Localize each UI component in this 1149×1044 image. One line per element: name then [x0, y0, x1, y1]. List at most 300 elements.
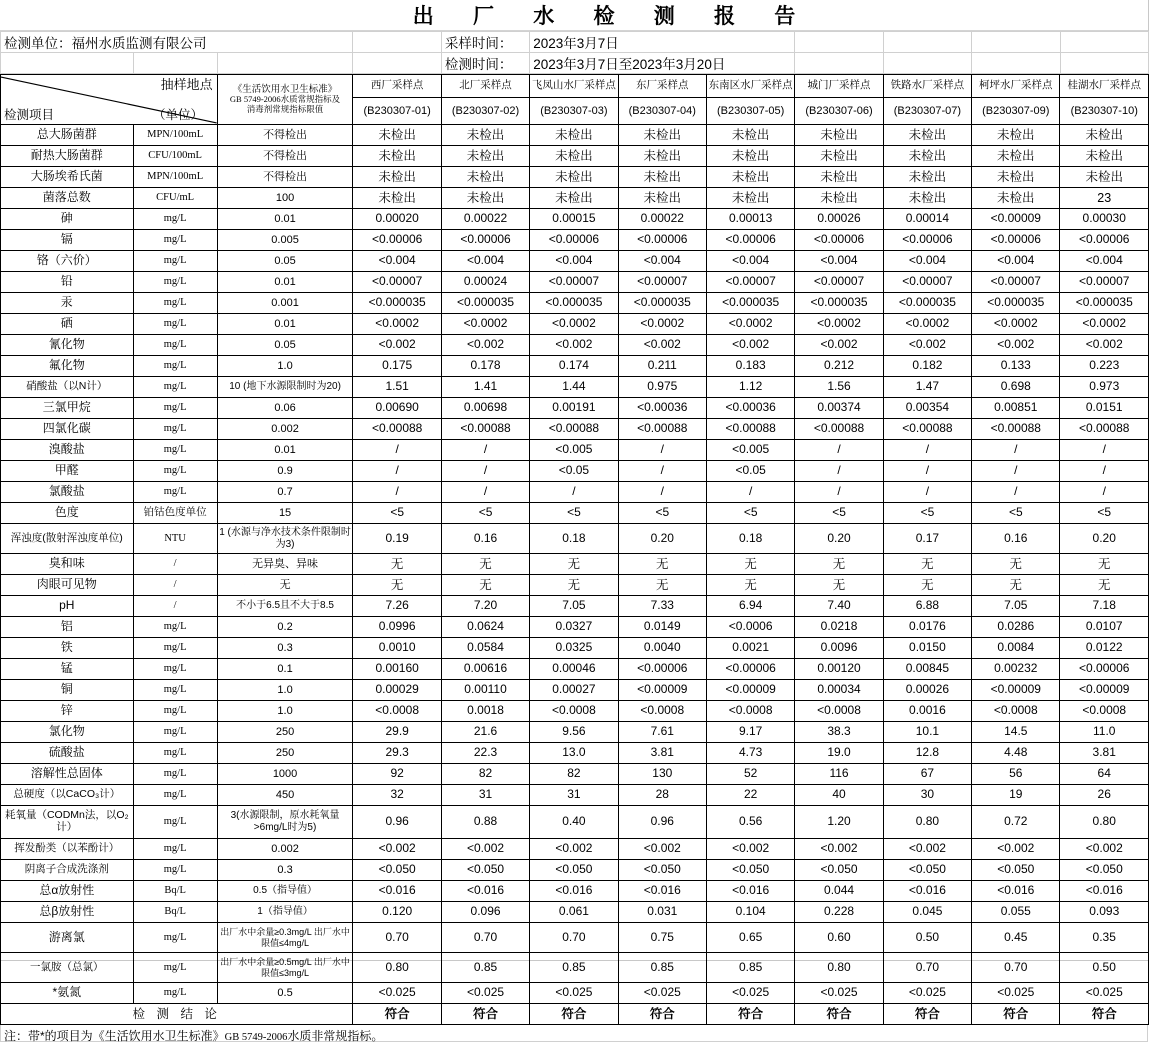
measurement-value: <0.002 — [441, 335, 529, 356]
measurement-value: / — [353, 482, 441, 503]
measurement-value: 未检出 — [441, 146, 529, 167]
measurement-value: 0.00120 — [795, 659, 883, 680]
measurement-value: <0.002 — [1060, 335, 1149, 356]
measurement-value: 0.0176 — [883, 617, 971, 638]
measurement-value: 未检出 — [530, 146, 618, 167]
standard-limit: 0.3 — [217, 860, 353, 881]
measurement-value: 7.18 — [1060, 596, 1149, 617]
standard-limit: 0.7 — [217, 482, 353, 503]
measurement-value: 0.60 — [795, 923, 883, 953]
measurement-value: 9.17 — [706, 722, 794, 743]
conclusion-2: 符合 — [530, 1004, 618, 1025]
item-unit: mg/L — [133, 983, 217, 1004]
measurement-value: 未检出 — [441, 167, 529, 188]
table-row — [1, 230, 1149, 251]
measurement-value: <0.016 — [1060, 881, 1149, 902]
measurement-value: <0.0002 — [883, 314, 971, 335]
water-quality-table — [0, 74, 1149, 1025]
standard-limit: 0.9 — [217, 461, 353, 482]
item-unit: mg/L — [133, 398, 217, 419]
measurement-value: <0.00088 — [618, 419, 706, 440]
measurement-value: <0.00006 — [618, 230, 706, 251]
measurement-value: 未检出 — [795, 146, 883, 167]
site-code-8: (B230307-10) — [1060, 98, 1149, 125]
measurement-value: 0.18 — [530, 524, 618, 554]
measurement-value: / — [353, 440, 441, 461]
measurement-value: <0.000035 — [618, 293, 706, 314]
measurement-value: <0.0008 — [706, 701, 794, 722]
measurement-value: 0.061 — [530, 902, 618, 923]
table-row — [1, 839, 1149, 860]
site-code-1: (B230307-02) — [441, 98, 529, 125]
standard-limit: 0.005 — [217, 230, 353, 251]
measurement-value: <0.016 — [441, 881, 529, 902]
item-unit: mg/L — [133, 839, 217, 860]
table-row — [1, 902, 1149, 923]
measurement-value: <0.050 — [618, 860, 706, 881]
measurement-value: 0.00374 — [795, 398, 883, 419]
measurement-value: 7.33 — [618, 596, 706, 617]
measurement-value: <0.00006 — [706, 659, 794, 680]
measurement-value: 0.0040 — [618, 638, 706, 659]
measurement-value: 0.00024 — [441, 272, 529, 293]
measurement-value: / — [1060, 440, 1149, 461]
measurement-value: 0.00845 — [883, 659, 971, 680]
measurement-value: 0.80 — [795, 953, 883, 983]
measurement-value: 0.0149 — [618, 617, 706, 638]
table-row — [1, 983, 1149, 1004]
table-row — [1, 251, 1149, 272]
measurement-value: 0.0218 — [795, 617, 883, 638]
conclusion-8: 符合 — [1060, 1004, 1149, 1025]
measurement-value: <0.00007 — [706, 272, 794, 293]
measurement-value: 0.00354 — [883, 398, 971, 419]
site-code-7: (B230307-09) — [972, 98, 1060, 125]
measurement-value: 29.3 — [353, 743, 441, 764]
standard-header-line3: 消毒剂常规指标限值 — [246, 103, 324, 114]
measurement-value: <0.00006 — [618, 659, 706, 680]
item-unit: mg/L — [133, 923, 217, 953]
measurement-value: 0.0327 — [530, 617, 618, 638]
measurement-value: 0.175 — [353, 356, 441, 377]
measurement-value: 0.228 — [795, 902, 883, 923]
measurement-value: <0.00007 — [353, 272, 441, 293]
measurement-value: <0.050 — [706, 860, 794, 881]
info-spacer-k — [883, 53, 971, 74]
conclusion-3: 符合 — [618, 1004, 706, 1025]
standard-limit: 0.002 — [217, 419, 353, 440]
info-spacer-j — [795, 53, 883, 74]
measurement-value: <0.0008 — [1060, 701, 1149, 722]
measurement-value: <0.002 — [706, 839, 794, 860]
item-name: 四氯化碳 — [1, 419, 134, 440]
measurement-value: <0.004 — [1060, 251, 1149, 272]
site-name-2: 飞凤山水厂采样点 — [530, 75, 618, 98]
table-row — [1, 293, 1149, 314]
table-row — [1, 482, 1149, 503]
measurement-value: <0.002 — [618, 335, 706, 356]
measurement-value: / — [353, 461, 441, 482]
measurement-value: <0.002 — [353, 839, 441, 860]
measurement-value: 7.05 — [972, 596, 1060, 617]
measurement-value: <0.00006 — [795, 230, 883, 251]
standard-limit: 15 — [217, 503, 353, 524]
measurement-value: <5 — [353, 503, 441, 524]
item-unit: mg/L — [133, 272, 217, 293]
item-unit: 铂钴色度单位 — [133, 503, 217, 524]
measurement-value: <0.050 — [530, 860, 618, 881]
footnote-suffix: 水质非常规指标。 — [287, 1029, 384, 1043]
item-unit: mg/L — [133, 806, 217, 839]
measurement-value: <0.00088 — [353, 419, 441, 440]
measurement-value: 1.20 — [795, 806, 883, 839]
standard-limit: 0.3 — [217, 638, 353, 659]
item-name: 硝酸盐（以N计） — [1, 377, 134, 398]
item-unit: MPN/100mL — [133, 125, 217, 146]
measurement-value: 0.0150 — [883, 638, 971, 659]
item-name: 氟化物 — [1, 356, 134, 377]
measurement-value: <0.002 — [530, 335, 618, 356]
measurement-value: 0.85 — [618, 953, 706, 983]
measurement-value: <0.00006 — [1060, 230, 1149, 251]
measurement-value: 0.20 — [1060, 524, 1149, 554]
measurement-value: <0.00009 — [1060, 680, 1149, 701]
measurement-value: <0.016 — [530, 881, 618, 902]
item-name: 肉眼可见物 — [1, 575, 134, 596]
measurement-value: <5 — [795, 503, 883, 524]
measurement-value: 无 — [530, 575, 618, 596]
item-unit: Bq/L — [133, 902, 217, 923]
item-name: 氰化物 — [1, 335, 134, 356]
item-unit: Bq/L — [133, 881, 217, 902]
item-unit: mg/L — [133, 953, 217, 983]
item-name: 一氯胺（总氯） — [1, 953, 134, 983]
measurement-value: <0.002 — [795, 335, 883, 356]
measurement-value: 未检出 — [1060, 167, 1149, 188]
table-header-row-1 — [1, 75, 1149, 98]
item-name: 挥发酚类（以苯酚计） — [1, 839, 134, 860]
measurement-value: <0.0008 — [795, 701, 883, 722]
table-row — [1, 860, 1149, 881]
table-row — [1, 440, 1149, 461]
measurement-value: <0.025 — [883, 983, 971, 1004]
measurement-value: <0.002 — [706, 335, 794, 356]
measurement-value: 无 — [972, 575, 1060, 596]
measurement-value: 无 — [795, 554, 883, 575]
measurement-value: <0.0008 — [530, 701, 618, 722]
item-name: 铬（六价） — [1, 251, 134, 272]
standard-header-line2: GB 5749-2006水质常规指标及 — [229, 94, 341, 105]
measurement-value: <0.002 — [883, 335, 971, 356]
measurement-value: 0.223 — [1060, 356, 1149, 377]
measurement-value: / — [706, 482, 794, 503]
measurement-value: <5 — [1060, 503, 1149, 524]
measurement-value: 0.178 — [441, 356, 529, 377]
measurement-value: <0.00007 — [972, 272, 1060, 293]
site-code-2: (B230307-03) — [530, 98, 618, 125]
table-row — [1, 272, 1149, 293]
measurement-value: 64 — [1060, 764, 1149, 785]
measurement-value: 26 — [1060, 785, 1149, 806]
site-name-5: 城门厂采样点 — [795, 75, 883, 98]
measurement-value: / — [795, 440, 883, 461]
item-name: 甲醛 — [1, 461, 134, 482]
measurement-value: 0.00026 — [883, 680, 971, 701]
measurement-value: 0.212 — [795, 356, 883, 377]
measurement-value: <0.0008 — [972, 701, 1060, 722]
item-name: 锰 — [1, 659, 134, 680]
measurement-value: 0.85 — [441, 953, 529, 983]
measurement-value: 未检出 — [353, 146, 441, 167]
item-unit: mg/L — [133, 377, 217, 398]
measurement-value: <0.025 — [1060, 983, 1149, 1004]
measurement-value: <0.050 — [795, 860, 883, 881]
measurement-value: <0.00088 — [530, 419, 618, 440]
measurement-value: 0.70 — [972, 953, 1060, 983]
table-row — [1, 554, 1149, 575]
item-name: 镉 — [1, 230, 134, 251]
table-row — [1, 188, 1149, 209]
measurement-value: 无 — [353, 554, 441, 575]
item-unit: mg/L — [133, 482, 217, 503]
item-name: 硫酸盐 — [1, 743, 134, 764]
item-unit: mg/L — [133, 680, 217, 701]
measurement-value: <0.050 — [972, 860, 1060, 881]
measurement-value: <0.000035 — [883, 293, 971, 314]
measurement-value: 未检出 — [530, 188, 618, 209]
measurement-value: 未检出 — [1060, 146, 1149, 167]
site-code-6: (B230307-07) — [883, 98, 971, 125]
standard-limit: 不得检出 — [217, 125, 353, 146]
measurement-value: <0.004 — [706, 251, 794, 272]
measurement-value: 未检出 — [441, 188, 529, 209]
info-spacer-g — [133, 53, 217, 74]
measurement-value: 0.0151 — [1060, 398, 1149, 419]
standard-limit: 出厂水中余量≥0.5mg/L 出厂水中限值≤3mg/L — [217, 953, 353, 983]
site-code-5: (B230307-06) — [795, 98, 883, 125]
measurement-value: 未检出 — [530, 167, 618, 188]
measurement-value: 未检出 — [353, 125, 441, 146]
item-unit: / — [133, 596, 217, 617]
item-name: 三氯甲烷 — [1, 398, 134, 419]
measurement-value: 4.48 — [972, 743, 1060, 764]
measurement-value: 0.0584 — [441, 638, 529, 659]
info-row-sampling — [1, 32, 1149, 53]
measurement-value: <0.004 — [618, 251, 706, 272]
measurement-value: <0.05 — [530, 461, 618, 482]
measurement-value: 0.70 — [530, 923, 618, 953]
measurement-value: <0.00009 — [972, 209, 1060, 230]
measurement-value: 未检出 — [618, 167, 706, 188]
table-row — [1, 680, 1149, 701]
measurement-value: <0.016 — [706, 881, 794, 902]
standard-limit: 0.01 — [217, 272, 353, 293]
table-row — [1, 125, 1149, 146]
measurement-value: <0.00006 — [972, 230, 1060, 251]
measurement-value: 0.20 — [618, 524, 706, 554]
info-spacer-b — [795, 32, 883, 53]
measurement-value: 0.00026 — [795, 209, 883, 230]
measurement-value: 7.05 — [530, 596, 618, 617]
standard-limit: 0.06 — [217, 398, 353, 419]
measurement-value: <0.00006 — [706, 230, 794, 251]
measurement-value: 14.5 — [972, 722, 1060, 743]
measurement-value: 0.50 — [1060, 953, 1149, 983]
measurement-value: 0.00015 — [530, 209, 618, 230]
measurement-value: 未检出 — [353, 188, 441, 209]
measurement-value: 0.182 — [883, 356, 971, 377]
measurement-value: 无 — [883, 554, 971, 575]
table-row — [1, 461, 1149, 482]
measurement-value: <0.002 — [353, 335, 441, 356]
measurement-value: 0.698 — [972, 377, 1060, 398]
measurement-value: 未检出 — [883, 146, 971, 167]
measurement-value: <0.0008 — [353, 701, 441, 722]
standard-limit: 0.01 — [217, 314, 353, 335]
standard-limit: 0.01 — [217, 440, 353, 461]
info-table — [0, 31, 1149, 74]
standard-limit: 0.5 — [217, 983, 353, 1004]
item-name: 臭和味 — [1, 554, 134, 575]
measurement-value: 0.80 — [353, 953, 441, 983]
measurement-value: 0.00013 — [706, 209, 794, 230]
measurement-value: <0.00088 — [706, 419, 794, 440]
measurement-value: 未检出 — [706, 188, 794, 209]
measurement-value: <0.00007 — [795, 272, 883, 293]
site-code-0: (B230307-01) — [353, 98, 441, 125]
item-name: 游离氯 — [1, 923, 134, 953]
standard-limit: 3(水源限制，原水耗氧量>6mg/L时为5) — [217, 806, 353, 839]
measurement-value: 4.73 — [706, 743, 794, 764]
table-row — [1, 575, 1149, 596]
measurement-value: 0.0107 — [1060, 617, 1149, 638]
measurement-value: 0.133 — [972, 356, 1060, 377]
measurement-value: <0.00007 — [530, 272, 618, 293]
table-row — [1, 377, 1149, 398]
measurement-value: 19.0 — [795, 743, 883, 764]
item-name: pH — [1, 596, 134, 617]
measurement-value: 7.40 — [795, 596, 883, 617]
item-unit: mg/L — [133, 335, 217, 356]
item-unit: mg/L — [133, 356, 217, 377]
measurement-value: <0.00006 — [353, 230, 441, 251]
table-row — [1, 953, 1149, 983]
item-name: 铁 — [1, 638, 134, 659]
measurement-value: 0.00020 — [353, 209, 441, 230]
conclusion-0: 符合 — [353, 1004, 441, 1025]
measurement-value: 未检出 — [795, 167, 883, 188]
measurement-value: 0.055 — [972, 902, 1060, 923]
measurement-value: 0.88 — [441, 806, 529, 839]
measurement-value: / — [441, 461, 529, 482]
measurement-value: 未检出 — [530, 125, 618, 146]
measurement-value: <0.016 — [883, 881, 971, 902]
measurement-value: <0.004 — [441, 251, 529, 272]
measurement-value: 无 — [618, 554, 706, 575]
item-name: 总硬度（以CaCO₃计） — [1, 785, 134, 806]
conclusion-7: 符合 — [972, 1004, 1060, 1025]
site-name-1: 北厂采样点 — [441, 75, 529, 98]
measurement-value: 0.70 — [441, 923, 529, 953]
measurement-value: 0.96 — [618, 806, 706, 839]
measurement-value: 0.0122 — [1060, 638, 1149, 659]
site-code-4: (B230307-05) — [706, 98, 794, 125]
item-name: 溶解性总固体 — [1, 764, 134, 785]
info-spacer-a — [353, 32, 441, 53]
standard-limit: 1（指导值） — [217, 902, 353, 923]
measurement-value: <0.0002 — [706, 314, 794, 335]
item-unit: CFU/100mL — [133, 146, 217, 167]
measurement-value: 6.94 — [706, 596, 794, 617]
standard-limit: 不得检出 — [217, 146, 353, 167]
measurement-value: <0.002 — [883, 839, 971, 860]
measurement-value: 未检出 — [706, 125, 794, 146]
measurement-value: 未检出 — [706, 146, 794, 167]
measurement-value: 0.0084 — [972, 638, 1060, 659]
standard-limit: 1 (水源与净水技术条件限制时为3) — [217, 524, 353, 554]
measurement-value: <0.00006 — [1060, 659, 1149, 680]
measurement-value: 0.00034 — [795, 680, 883, 701]
item-unit: MPN/100mL — [133, 167, 217, 188]
measurement-value: 0.00160 — [353, 659, 441, 680]
footnote-gb-code: GB 5749-2006 — [224, 1032, 288, 1043]
measurement-value: <0.0002 — [353, 314, 441, 335]
measurement-value: 1.51 — [353, 377, 441, 398]
measurement-value: 38.3 — [795, 722, 883, 743]
measurement-value: / — [1060, 461, 1149, 482]
sampling-location-header: 抽样地点 — [160, 77, 213, 92]
measurement-value: 0.00014 — [883, 209, 971, 230]
table-row — [1, 923, 1149, 953]
table-row — [1, 764, 1149, 785]
header-corner-cell — [1, 75, 218, 125]
item-name: 色度 — [1, 503, 134, 524]
table-row — [1, 356, 1149, 377]
measurement-value: 56 — [972, 764, 1060, 785]
measurement-value: 0.174 — [530, 356, 618, 377]
measurement-value: 32 — [353, 785, 441, 806]
measurement-value: 0.0018 — [441, 701, 529, 722]
measurement-value: 0.00616 — [441, 659, 529, 680]
table-row — [1, 419, 1149, 440]
measurement-value: <0.0002 — [618, 314, 706, 335]
table-row — [1, 806, 1149, 839]
measurement-value: 0.45 — [972, 923, 1060, 953]
item-name: 硒 — [1, 314, 134, 335]
measurement-value: <0.00088 — [441, 419, 529, 440]
conclusion-label: 检 测 结 论 — [1, 1004, 353, 1025]
measurement-value: 未检出 — [441, 125, 529, 146]
item-name: 汞 — [1, 293, 134, 314]
measurement-value: 0.0096 — [795, 638, 883, 659]
measurement-value: 11.0 — [1060, 722, 1149, 743]
measurement-value: <0.004 — [972, 251, 1060, 272]
standard-limit: 1000 — [217, 764, 353, 785]
measurement-value: / — [883, 482, 971, 503]
measurement-value: 7.20 — [441, 596, 529, 617]
item-name: 菌落总数 — [1, 188, 134, 209]
measurement-value: 22 — [706, 785, 794, 806]
standard-limit: 1.0 — [217, 680, 353, 701]
standard-limit: 0.05 — [217, 335, 353, 356]
measurement-value: <5 — [441, 503, 529, 524]
standard-limit: 无 — [217, 575, 353, 596]
measurement-value: 未检出 — [618, 188, 706, 209]
item-unit: mg/L — [133, 638, 217, 659]
item-name: 氯酸盐 — [1, 482, 134, 503]
measurement-value: 67 — [883, 764, 971, 785]
measurement-value: <0.025 — [618, 983, 706, 1004]
